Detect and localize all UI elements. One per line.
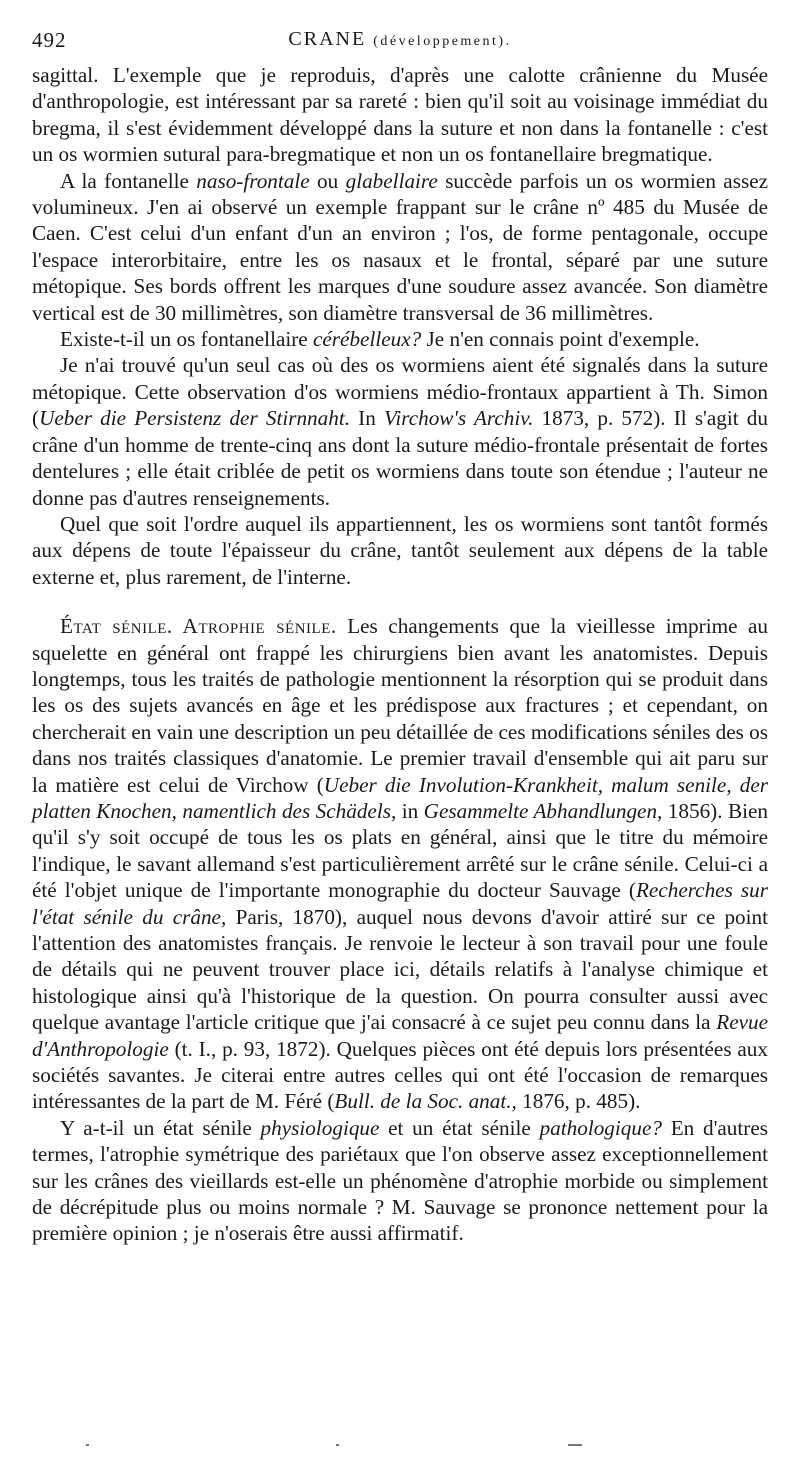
text-run: Je n'en connais point d'exemple. [421, 327, 700, 352]
text-run: sagittal. L'exemple que je reproduis, d'après une calotte crânienne du Musée d'anthropologie, est intéressant par sa rareté : bien qu'il soit au voisinage immédiat du bregma, il s'est évidemment développé dans la suture et non dans la fontanelle : c'est un os wormien sutural para-bregmatique et non un os fontanellaire bregmatique. [32, 63, 768, 167]
section-heading: État sénile. Atrophie sénile. [60, 614, 337, 639]
text-run: (t. I., p. 93, 1872). Quelques pièces ont été depuis lors présentées aux sociétés savantes. Je citerai entre autres celles qui ont été l'occasion de remarques intéressantes de la part de M. Féré ( [32, 1036, 768, 1114]
running-title-sub: (développement). [373, 34, 512, 49]
italic-run: Ueber die Persistenz der Stirnnaht. [39, 406, 351, 431]
italic-run: physiologique [260, 1115, 380, 1140]
italic-run: Bull. de la Soc. anat., [334, 1089, 517, 1114]
text-run: 1856). Bien qu'il s'y soit occupé de tous les os plats en général, ainsi que le titre du mémoire l'indique, le savant allemand s'est particulièrement arrêté sur le crâne sénile. Celui-ci a été l'objet unique de l'importante monographie du docteur Sauvage ( [32, 798, 768, 903]
italic-run: pathologique? [539, 1115, 662, 1140]
italic-run: cérébelleux? [313, 327, 422, 352]
text-run: Les changements que la vieillesse imprime au squelette en général ont frappé les chirurgiens bien avant les anatomistes. Depuis longtemps, tous les traités de pathologie mentionnent la résorption qui se produit dans les os des sujets avancés en âge et les prédispose aux fractures ; et cependant, on chercherait en vain une description un peu détaillée de ces modifications séniles des os dans nos traités classiques d'anatomie. Le premier travail d'ensemble qui ait paru sur la matière est celui de Virchow ( [32, 614, 769, 797]
paragraph [32, 352, 768, 510]
text-run: Y a-t-il un état sénile [60, 1115, 261, 1140]
text-run: et un état sénile [379, 1115, 540, 1140]
section-paragraph-etat-senile [32, 613, 768, 1115]
print-mark [336, 1444, 339, 1446]
italic-run: Virchow's Archiv. [384, 406, 534, 431]
italic-run: Ueber die Involution-Krankheit, malum senile, der platten Knochen, namentlich des Schädels, [32, 772, 768, 823]
paragraph [32, 168, 768, 326]
paragraph [32, 62, 768, 168]
italic-run: naso-frontale [196, 168, 310, 193]
italic-run: glabellaire [345, 168, 438, 193]
text-run: succède parfois un os wormien assez volumineux. J'en ai observé un exemple frappant sur le crâne nº 485 du Musée de Caen. C'est celui d'un enfant d'un an environ ; l'os, de forme pentagonale, occupe l'espace interorbitaire, entre les os nasaux et le frontal, séparé par une suture métopique. Ses bords offrent les marques d'une soudure assez avancée. Son diamètre vertical est de 30 millimètres, son diamètre transversal de 36 millimètres. [32, 168, 768, 325]
text-run: Existe-t-il un os fontanellaire [60, 327, 313, 352]
print-mark [568, 1444, 582, 1446]
print-mark [86, 1444, 89, 1446]
page-bottom-marks [0, 1444, 800, 1454]
paragraph [32, 511, 768, 590]
text-run: A la fontanelle [60, 168, 197, 193]
body-text [32, 62, 768, 1247]
paragraph [32, 1115, 768, 1247]
italic-run: Gesammelte Abhandlungen, [423, 798, 663, 823]
paragraph [32, 326, 768, 352]
text-run: Je n'ai trouvé qu'un seul cas où des os wormiens aient été signalés dans la suture métopique. Cette observation d'os wormiens médio-frontaux appartient à Th. Simon ( [32, 353, 768, 431]
text-run: En d'autres termes, l'atrophie symétrique des pariétaux que l'on observe assez exceptionnellement sur les crânes des vieillards est-elle un phénomène d'atrophie morbide ou simplement de décrépitude plus ou moins normale ? M. Sauvage se prononce nettement pour la première opinion ; je n'oserais être aussi affirmatif. [32, 1115, 768, 1246]
text-run: Quel que soit l'ordre auquel ils appartiennent, les os wormiens sont tantôt formés aux dépens de toute l'épaisseur du crâne, tantôt seulement aux dépens de la table externe et, plus rarement, de l'interne. [32, 511, 768, 589]
section-divider-space [32, 590, 768, 613]
text-run: in [396, 798, 424, 823]
running-head [32, 28, 768, 62]
text-run: 1873, p. 572). Il s'agit du crâne d'un homme de trente-cinq ans dont la suture médio-frontale présentait de fortes dentelures ; elle était criblée de petit os wormiens dans toute son étendue ; l'auteur ne donne pas d'autres renseignements. [32, 406, 768, 510]
running-title [32, 28, 768, 51]
italic-run: Recherches sur l'état sénile du crâne, [32, 878, 768, 929]
running-title-main: CRANE [288, 28, 367, 50]
italic-run: Revue d'Anthropologie [32, 1010, 768, 1061]
text-run: In [350, 406, 384, 431]
text-run: ou [309, 168, 346, 193]
page-number: 492 [32, 28, 67, 52]
text-run: 1876, p. 485). [516, 1089, 641, 1114]
page [32, 28, 768, 1247]
text-run: Paris, 1870), auquel nous devons d'avoir attiré sur ce point l'attention des anatomistes français. Je renvoie le lecteur à son travail pour une foule de détails qui ne peuvent trouver place ici, détails relatifs à l'analyse chimique et histologique ainsi qu'à l'historique de la question. On pourra consulter aussi avec quelque avantage l'article critique que j'ai consacré à ce sujet peu connu dans la [32, 904, 768, 1035]
